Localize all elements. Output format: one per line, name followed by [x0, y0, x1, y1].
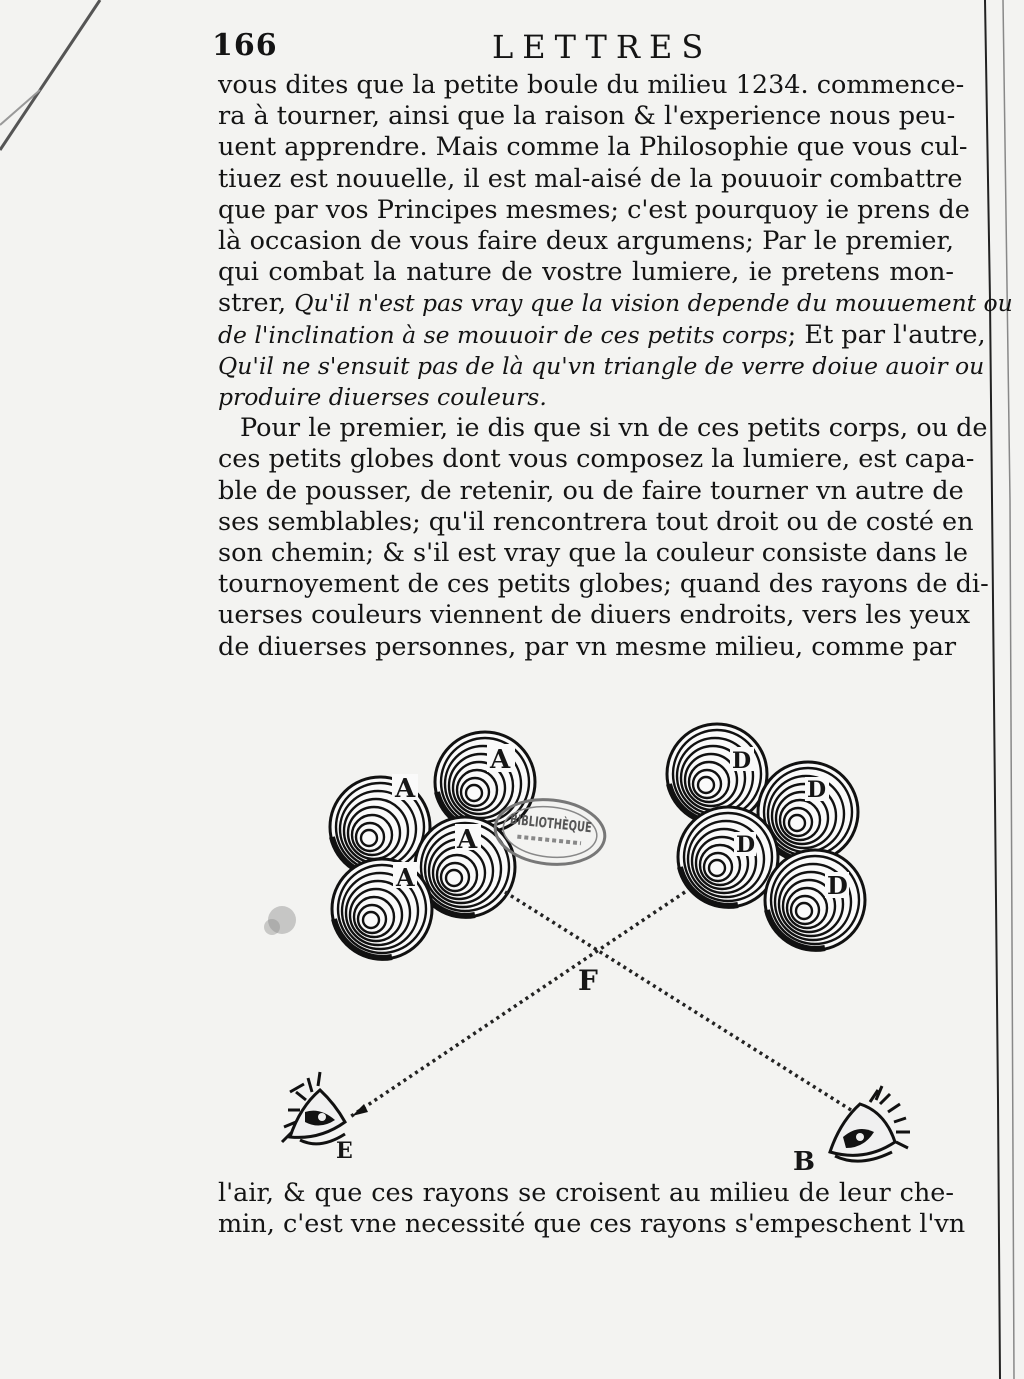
- text-roman: strer,: [218, 288, 295, 319]
- text-line-italic: Qu'il ne s'ensuit pas de là qu'vn triangle de verre doiue auoir ou: [218, 351, 985, 380]
- text-block-top: [218, 70, 1013, 663]
- text-line: ble de pousser, de retenir, ou de faire tourner vn autre de: [218, 475, 964, 506]
- globes-diagram: [260, 712, 940, 1182]
- text-line: ces petits globes dont vous composez la lumiere, est capa-: [218, 444, 975, 475]
- eye-b-icon: [830, 1086, 910, 1161]
- text-line-mixed: [218, 319, 986, 351]
- page-header: [212, 22, 732, 66]
- woodcut-figure: [260, 712, 940, 1182]
- text-line-italic: produire diuerses couleurs.: [218, 383, 547, 412]
- label-a: A: [457, 825, 478, 855]
- eye-e-icon: [282, 1072, 345, 1144]
- label-d: D: [807, 777, 827, 803]
- label-d: D: [736, 832, 756, 858]
- text-line: l'air, & que ces rayons se croisent au milieu de leur che-: [218, 1178, 954, 1208]
- page-number: 166: [212, 28, 278, 63]
- text-line: son chemin; & s'il est vray que la couleur consiste dans le: [218, 538, 969, 569]
- label-b: B: [793, 1147, 815, 1177]
- text-line: tournoyement de ces petits globes; quand des rayons de di-: [218, 569, 989, 600]
- text-line: qui combat la nature de vostre lumiere, ie pretens mon-: [218, 257, 954, 288]
- text-line: ses semblables; qu'il rencontrera tout droit ou de costé en: [218, 506, 974, 537]
- label-a: A: [490, 745, 511, 775]
- label-d: D: [732, 748, 752, 774]
- text-italic: de l'inclination à se mouuoir de ces petits corps: [218, 320, 788, 349]
- text-line: uerses couleurs viennent de diuers endroits, vers les yeux: [218, 600, 971, 631]
- label-a: A: [395, 774, 416, 804]
- label-a: A: [396, 863, 415, 892]
- text-line: vous dites que la petite boule du milieu 1234. commence-: [218, 70, 965, 100]
- label-e: E: [336, 1138, 353, 1164]
- text-line: ra à tourner, ainsi que la raison & l'experience nous peu-: [218, 101, 956, 132]
- text-line: min, c'est vne necessité que ces rayons s'empeschent l'vn: [218, 1209, 966, 1239]
- globe-d-middle: [678, 807, 778, 907]
- label-d: D: [827, 871, 848, 900]
- running-title: LETTRES: [492, 28, 713, 66]
- globe-d-bottom: [765, 850, 865, 950]
- text-line: tiuez est nouuelle, il est mal-aisé de la pouuoir combattre: [218, 163, 963, 194]
- text-block-bottom: [218, 1178, 966, 1240]
- stamp-text: BIBLIOTHÈQUE: [509, 811, 627, 840]
- text-line: là occasion de vous faire deux argumens; Par le premier,: [218, 226, 954, 257]
- label-f: F: [578, 964, 598, 997]
- text-roman: ; Et par l'autre,: [787, 319, 986, 350]
- text-italic: Qu'il n'est pas vray que la vision depende du mouuement ou: [294, 289, 1013, 318]
- arrowhead-e: [352, 1104, 368, 1116]
- text-line: de diuerses personnes, par vn mesme milieu, comme par: [218, 631, 957, 662]
- text-line: uent apprendre. Mais comme la Philosophie que vous cul-: [218, 132, 968, 163]
- text-line: que par vos Principes mesmes; c'est pourquoy ie prens de: [218, 194, 970, 225]
- text-line-mixed: [218, 288, 1013, 319]
- paragraph-start-line: Pour le premier, ie dis que si vn de ces petits corps, ou de: [240, 413, 988, 444]
